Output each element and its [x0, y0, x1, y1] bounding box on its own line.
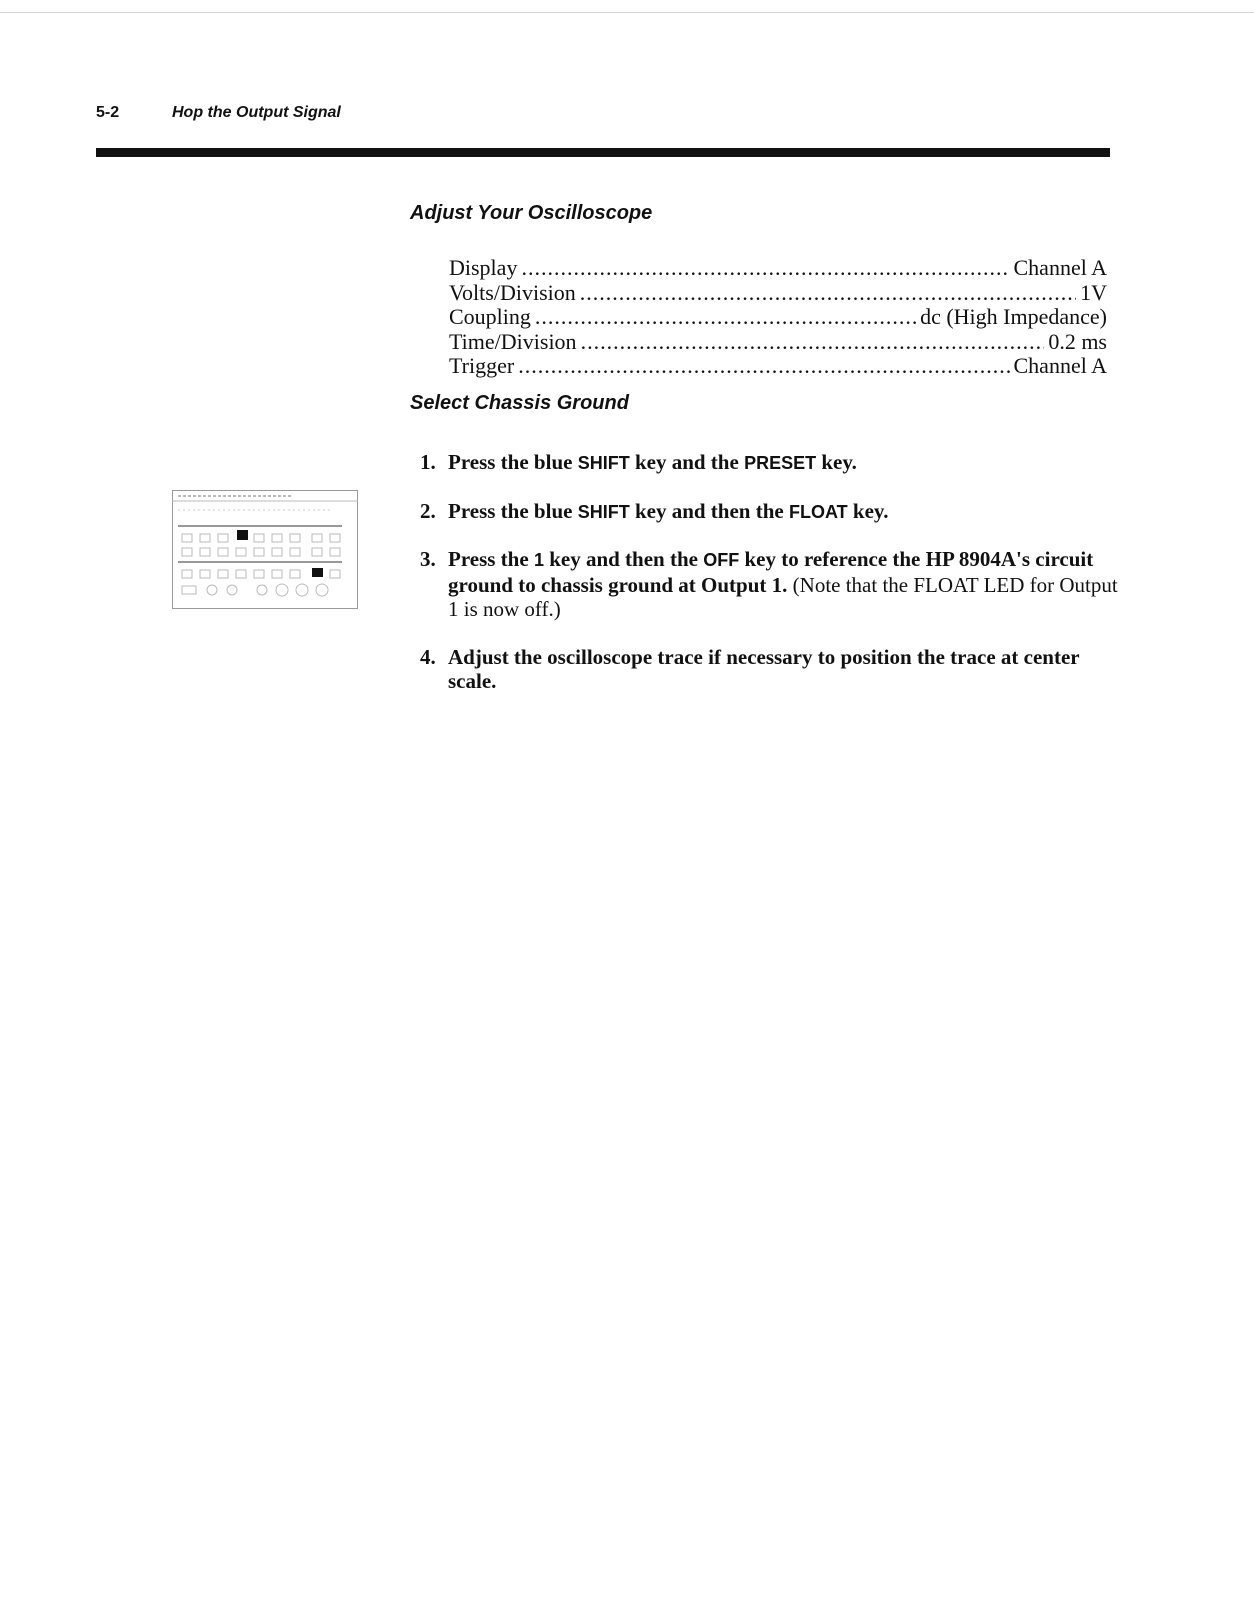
front-panel-illustration — [172, 490, 358, 620]
key-label-float: FLOAT — [788, 501, 848, 522]
setting-row-time-division — [449, 330, 1107, 355]
setting-row-coupling — [449, 305, 1107, 330]
key-label-off: OFF — [703, 550, 740, 570]
setting-value: 1V — [1080, 279, 1107, 305]
key-label-shift: SHIFT — [577, 501, 630, 522]
setting-value: Channel A — [1013, 255, 1107, 280]
setting-label: Time/Division — [449, 328, 577, 354]
key-label-preset: PRESET — [744, 453, 817, 473]
page-header — [96, 104, 341, 122]
setting-label: Display — [449, 255, 518, 280]
step-number: 1. — [420, 450, 436, 474]
setting-row-volts-division — [449, 281, 1107, 306]
leader-dots — [535, 305, 916, 330]
leader-dots — [580, 281, 1076, 306]
step-3 — [420, 547, 1120, 622]
step-2 — [420, 499, 1120, 525]
highlighted-key-shift — [237, 530, 248, 540]
header-rule — [96, 148, 1110, 157]
step-number: 4. — [420, 644, 436, 669]
leader-dots — [521, 256, 1009, 281]
highlighted-key-off — [312, 568, 323, 577]
key-label-shift: SHIFT — [577, 453, 630, 473]
select-chassis-ground-heading: Select Chassis Ground — [410, 392, 629, 414]
leader-dots — [581, 330, 1045, 355]
step-number: 3. — [420, 547, 436, 571]
leader-dots — [518, 354, 1009, 379]
step-number: 2. — [420, 498, 436, 523]
setting-label: Coupling — [449, 304, 531, 329]
chapter-title: Hop the Output Signal — [172, 104, 341, 121]
step-text: Adjust the oscilloscope trace if necessary to position the trace at center scale. — [448, 644, 1080, 693]
setting-label: Volts/Division — [449, 279, 576, 305]
step-text: Press the 1 key and then the OFF key to reference the HP 8904A's circuit ground to chassis ground at Output 1. (Note that the FLOAT LED for Output 1 is now off.) — [448, 547, 1118, 621]
setting-value: dc (High Impedance) — [920, 304, 1107, 329]
oscilloscope-settings-list — [449, 256, 1107, 379]
step-text: Press the blue SHIFT key and then the FLOAT key. — [448, 498, 889, 523]
page-number: 5-2 — [96, 104, 120, 121]
setting-row-display — [449, 256, 1107, 281]
scan-edge-line — [0, 12, 1254, 13]
setting-value: Channel A — [1013, 353, 1107, 378]
step-1 — [420, 450, 1120, 476]
step-text: Press the blue SHIFT key and the PRESET key. — [448, 450, 857, 474]
setting-row-trigger — [449, 354, 1107, 379]
key-label-1: 1 — [533, 550, 544, 570]
setting-value: 0.2 ms — [1048, 328, 1107, 354]
setting-label: Trigger — [449, 353, 515, 378]
chassis-ground-steps — [420, 450, 1120, 717]
adjust-oscilloscope-heading: Adjust Your Oscilloscope — [410, 202, 653, 224]
step-note: (Note that the FLOAT LED for Output 1 is now off.) — [448, 572, 1118, 621]
step-4 — [420, 645, 1120, 694]
